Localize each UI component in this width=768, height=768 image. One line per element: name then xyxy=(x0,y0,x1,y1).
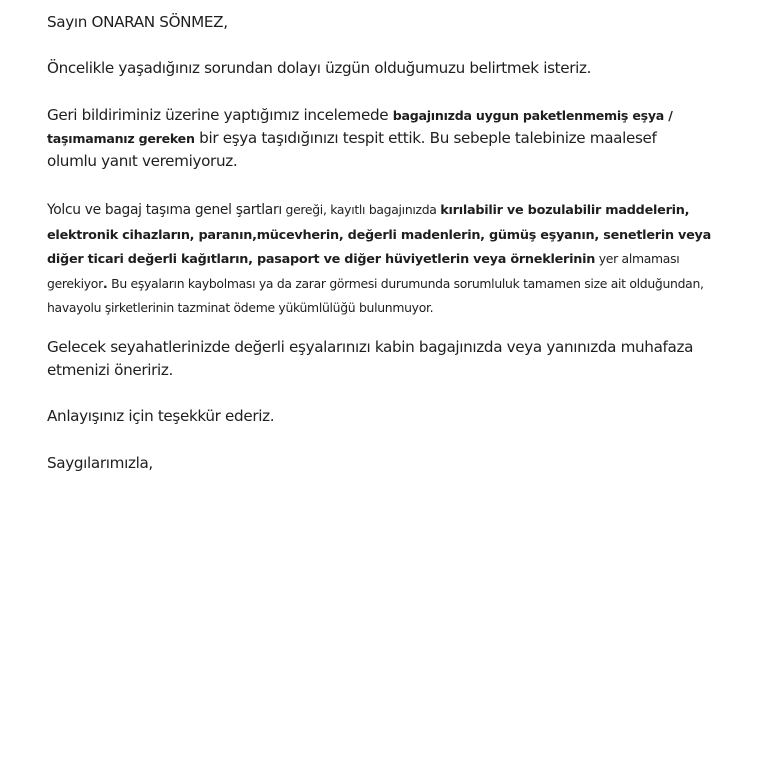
closing: Saygılarımızla, xyxy=(47,454,153,472)
apology-paragraph: Öncelikle yaşadığınız sorundan dolayı üzgün olduğumuzu belirtmek isteriz. xyxy=(47,59,592,77)
findings-paragraph xyxy=(47,104,707,173)
terms-text-2: yer almaması gerekiyor xyxy=(47,251,680,291)
terms-paragraph xyxy=(47,198,717,320)
recommendation-paragraph: Gelecek seyahatlerinizde değerli eşyalarınızı kabin bagajınızda veya yanınızda muhafaza etmenizi öneririz. xyxy=(47,338,694,379)
terms-text-3: Bu eşyaların kaybolması ya da zarar görmesi durumunda sorumluluk tamamen size ait olduğundan, havayolu şirketlerinin tazminat ödeme yükümlülüğü bulunmuyor. xyxy=(47,275,704,315)
terms-lead: Yolcu ve bagaj taşıma genel şartları xyxy=(47,202,282,218)
findings-bold-items: bagajınızda uygun paketlenmemiş eşya / taşımamanız gereken xyxy=(47,108,673,146)
terms-text-1: gereği, kayıtlı bagajınızda xyxy=(281,202,441,217)
findings-text-1: Geri bildiriminiz üzerine yaptığımız incelemede xyxy=(47,106,393,124)
terms-bold-period: . xyxy=(102,276,108,292)
terms-bold-items: kırılabilir ve bozulabilir maddelerin, elektronik cihazların, paranın,mücevherin, değerli madenlerin, gümüş eşyanın, senetlerin veya diğer ticari değerli kağıtların, pasaport ve diğer hüviyetlerin veya örneklerinin xyxy=(47,203,712,267)
findings-text-2: bir eşya taşıdığınızı tespit ettik. Bu sebeple talebinize maalesef olumlu yanıt veremiyoruz. xyxy=(47,129,657,170)
greeting: Sayın ONARAN SÖNMEZ, xyxy=(47,13,228,31)
thanks-paragraph: Anlayışınız için teşekkür ederiz. xyxy=(47,407,275,425)
